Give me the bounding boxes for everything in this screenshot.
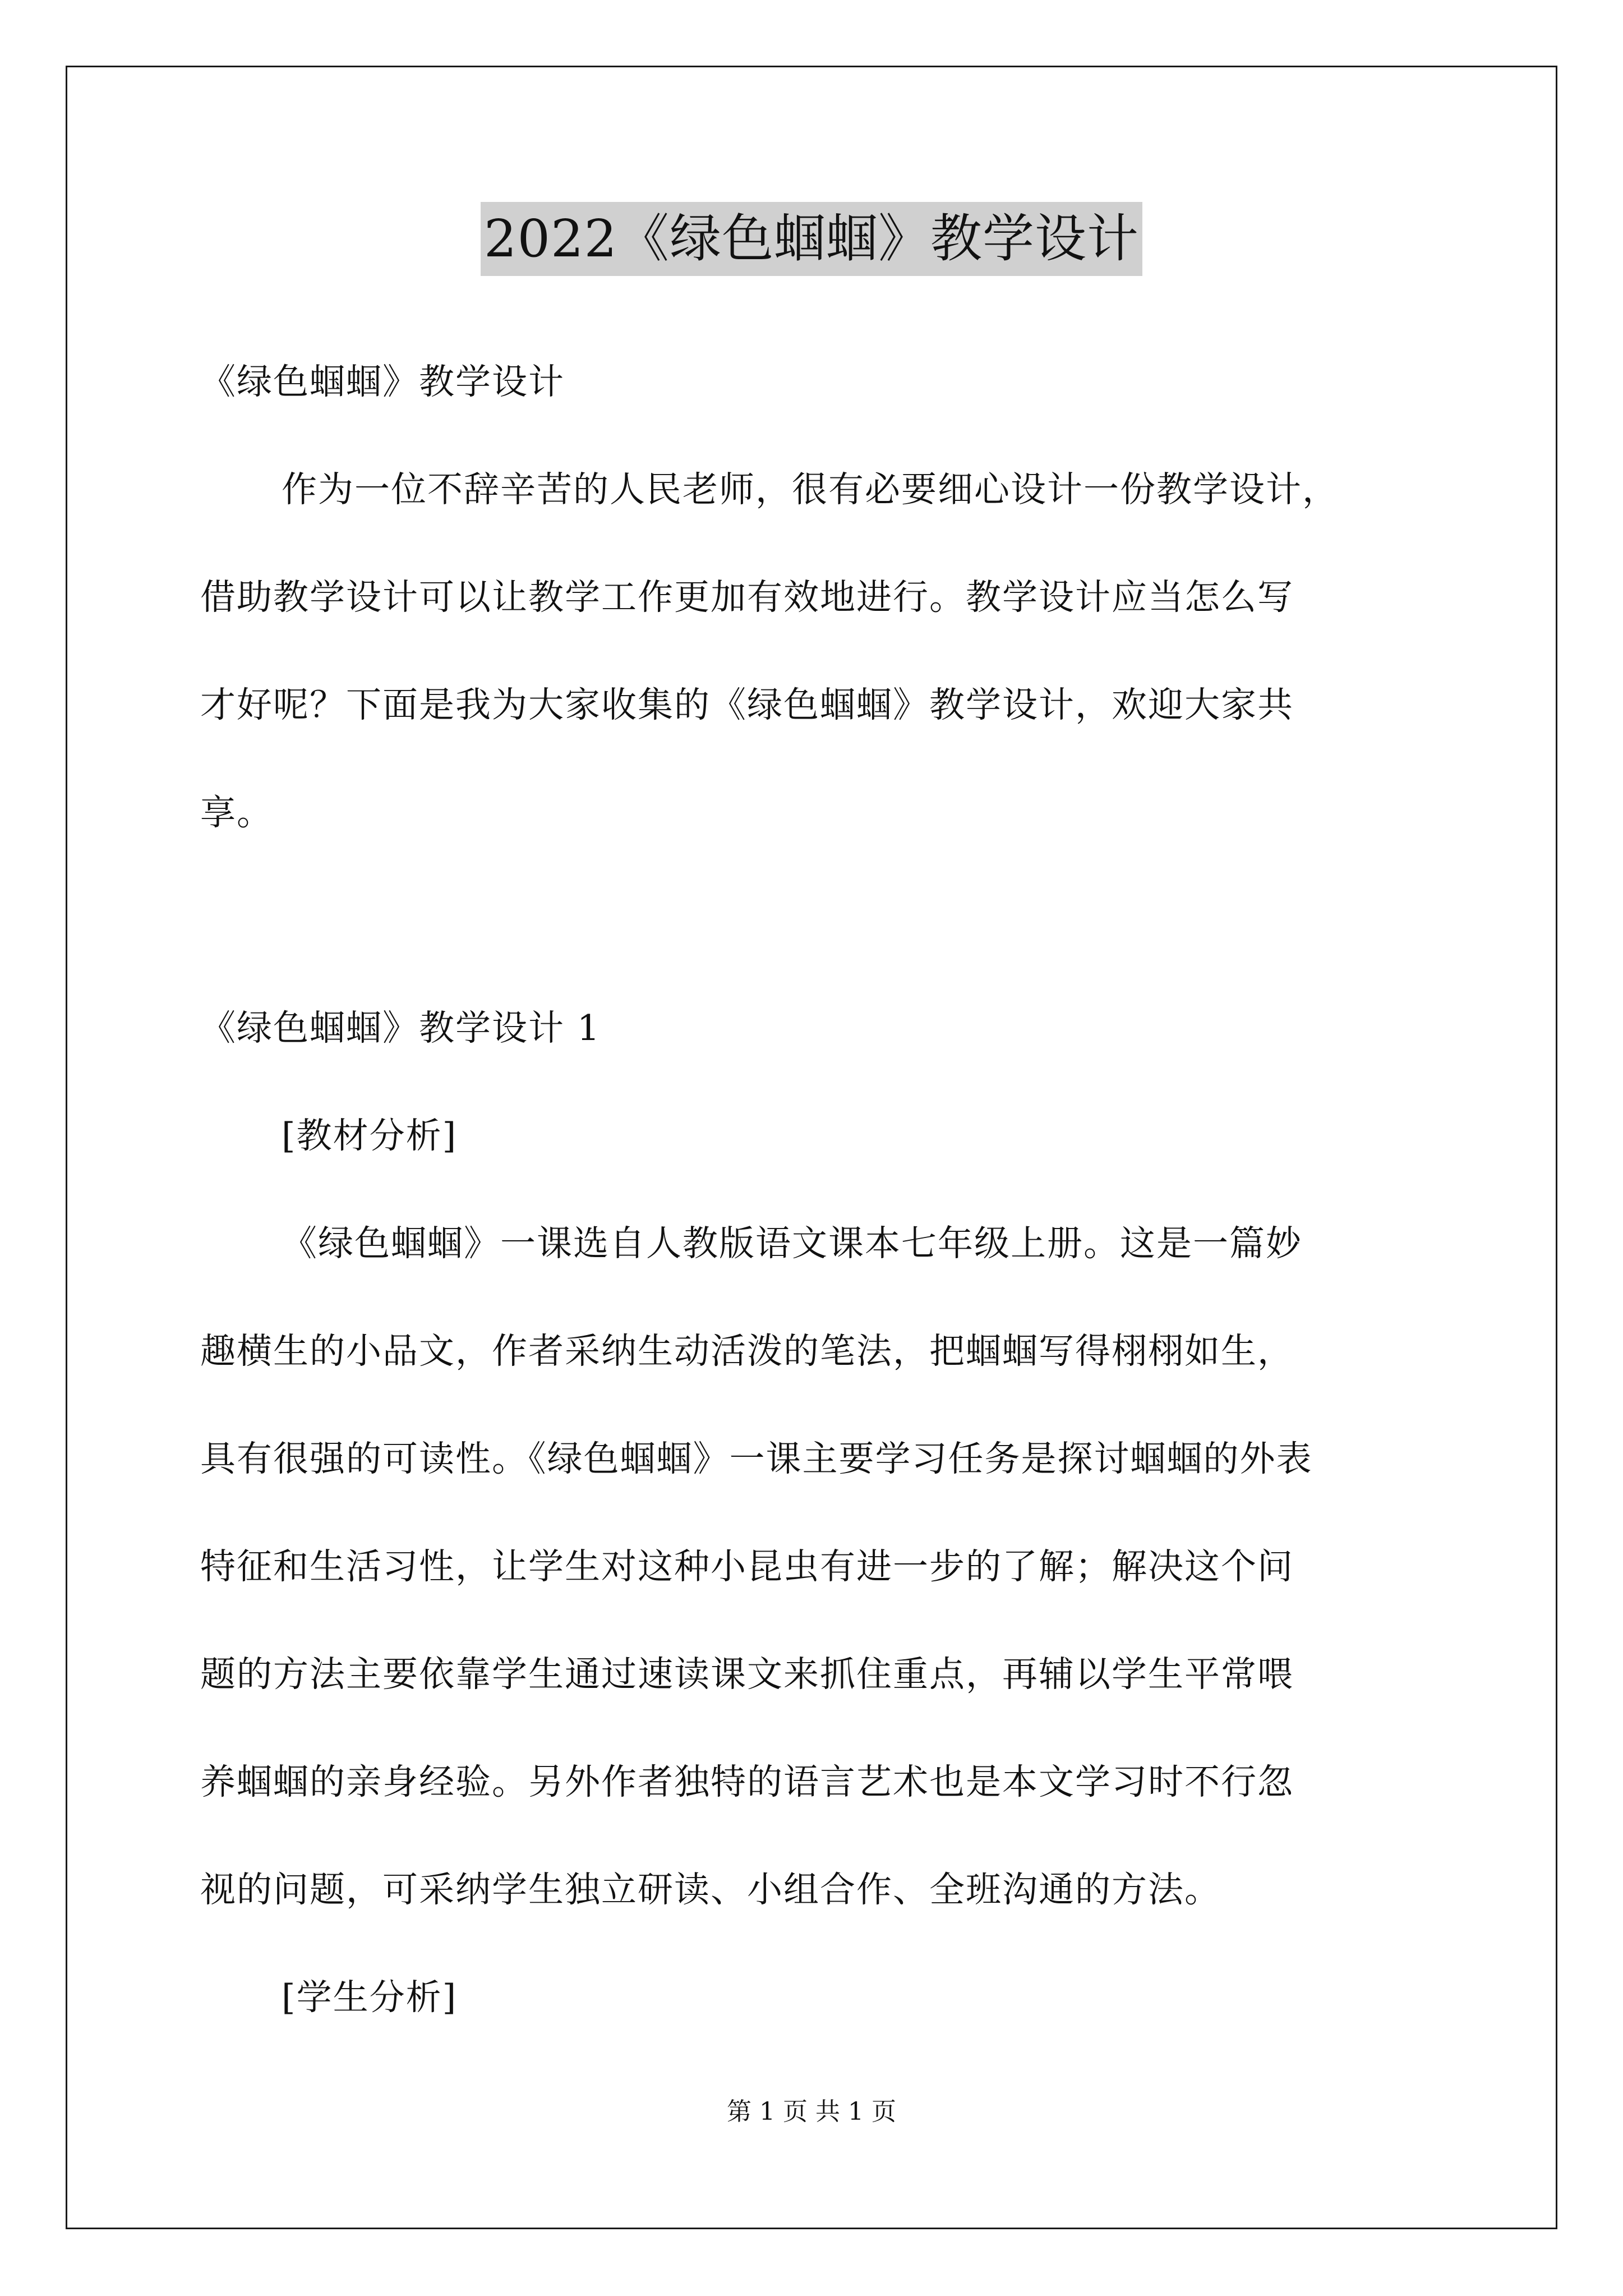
document-title: 2022《绿色蝈蝈》教学设计: [481, 202, 1142, 276]
section-heading: 《绿色蝈蝈》教学设计 1: [200, 1007, 601, 1048]
intro-line: 享。: [200, 792, 273, 833]
material-analysis-heading: [教材分析]: [282, 1115, 458, 1156]
title-container: [0, 202, 1623, 276]
material-line: 趣横生的小品文，作者采纳生动活泼的笔法，把蝈蝈写得栩栩如生，: [200, 1331, 1294, 1372]
spacer: [200, 867, 1431, 974]
material-line: 题的方法主要依靠学生通过速读课文来抓住重点，再辅以学生平常喂: [200, 1654, 1294, 1695]
page-footer: 第 1 页 共 1 页: [727, 2097, 896, 2126]
document-body: [200, 328, 1431, 2051]
material-line: 养蝈蝈的亲身经验。另外作者独特的语言艺术也是本文学习时不行忽: [200, 1761, 1294, 1802]
subtitle: 《绿色蝈蝈》教学设计: [200, 361, 565, 402]
student-analysis-heading: [学生分析]: [282, 1977, 458, 2018]
material-line: 《绿色蝈蝈》一课选自人教版语文课本七年级上册。这是一篇妙: [282, 1223, 1302, 1264]
material-line: 特征和生活习性，让学生对这种小昆虫有进一步的了解；解决这个问: [200, 1546, 1294, 1587]
intro-line: 才好呢？下面是我为大家收集的《绿色蝈蝈》教学设计，欢迎大家共: [200, 684, 1294, 725]
material-line: 视的问题，可采纳学生独立研读、小组合作、全班沟通的方法。: [200, 1869, 1221, 1910]
intro-line: 借助教学设计可以让教学工作更加有效地进行。教学设计应当怎么写: [200, 577, 1294, 618]
intro-line: 作为一位不辞辛苦的人民老师，很有必要细心设计一份教学设计，: [282, 469, 1339, 510]
material-line: 具有很强的可读性。《绿色蝈蝈》一课主要学习任务是探讨蝈蝈的外表: [200, 1438, 1313, 1479]
